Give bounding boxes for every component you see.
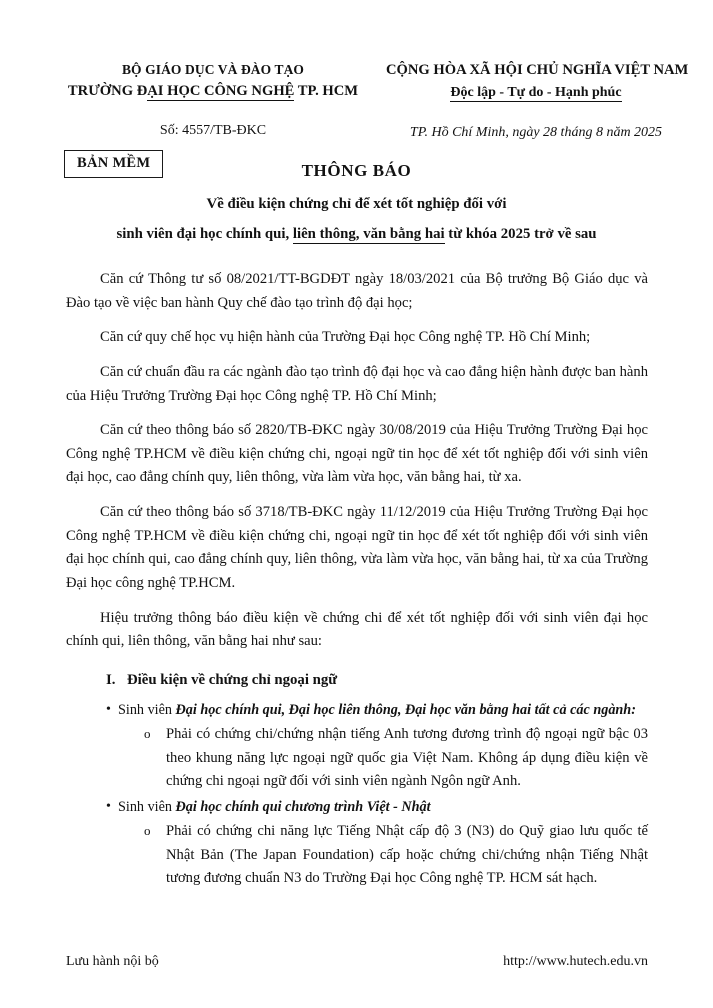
national-motto [386,83,686,103]
paragraph-announcement: Hiệu trưởng thông báo điều kiện về chứng chi để xét tốt nghiệp đối với sinh viên đại học chính qui, liên thông, văn bằng hai như sau: [66,609,648,650]
footer-circulation-note: Lưu hành nội bộ [66,954,159,969]
bullet-emphasis-text: Đại học chính qui, Đại học liên thông, Đại học văn bằng hai tất cả các ngành: [175,701,636,718]
national-title: CỘNG HÒA XÃ HỘI CHỦ NGHĨA VIỆT NAM [386,62,689,78]
paragraph-legal-basis-4: Căn cứ theo thông báo số 2820/TB-ĐKC ngày 30/08/2019 của Hiệu Trưởng Trường Đại học Công nghệ TP.HCM về điều kiện chứng chi, ngoại ngữ tin học để xét tốt nghiệp đối với sinh viên đại học, cao đẳng chính quy, liên thông, vừa làm vừa học, văn bằng hai, từ xa. [66,422,648,486]
university-name [48,81,378,102]
bullet-group-1 [66,700,648,794]
national-motto-text: Độc lập - Tự do - Hạnh phúc [450,85,622,101]
header-right-column [386,60,689,141]
section-number: I. [106,671,116,688]
ministry-name: BỘ GIÁO DỤC VÀ ĐÀO TẠO [121,62,305,77]
section-title: Điều kiện về chứng chỉ ngoại ngữ [127,671,338,688]
document-body [66,268,648,894]
document-footer [66,954,648,970]
subtitle-suffix: từ khóa 2025 trở về sau [444,226,597,243]
university-name-prefix: TRƯỜNG Đ [67,82,148,99]
bullet-lead-text: Sinh viên [118,701,176,718]
place-and-date: TP. Hồ Chí Minh, ngày 28 tháng 8 năm 2025 [409,125,663,141]
list-item [66,797,648,818]
subtitle-underlined: liên thông, văn bằng hai [292,226,445,243]
paragraph-legal-basis-2: Căn cứ quy chế học vụ hiện hành của Trường Đại học Công nghệ TP. Hồ Chí Minh; [100,329,591,346]
paragraph-legal-basis-5: Căn cứ theo thông báo số 3718/TB-ĐKC ngày 11/12/2019 của Hiệu Trưởng Trường Đại học Công nghệ TP.HCM về điều kiện chứng chi, ngoại ngữ tin học để xét tốt nghiệp đối với sinh viên đại học chính qui, cao đẳng chính quy, liên thông, vừa làm vừa học, văn bằng hai, từ xa của Trường Đại học công nghệ TP.HCM. [66,504,648,592]
paragraph-legal-basis-1: Căn cứ Thông tư số 08/2021/TT-BGDĐT ngày 18/03/2021 của Bộ trưởng Bộ Giáo dục và Đào tạo về việc ban hành Quy chế đào tạo trình độ đại học; [66,271,648,311]
bullet-lead-text: Sinh viên [118,798,176,815]
list-item [66,700,648,721]
list-item: o Phải có chứng chi năng lực Tiếng Nhật cấp độ 3 (N3) do Quỹ giao lưu quốc tế Nhật Bản (The Japan Foundation) cấp hoặc chứng chi/chứng nhận Tiếng Nhật tương đương chuẩn N3 do Trường Đại học Công nghệ TP. HCM sát hạch. [66,820,648,891]
paragraph-legal-basis-3: Căn cứ chuẩn đầu ra các ngành đào tạo trình độ đại học và cao đẳng hiện hành được ban hành của Hiệu Trưởng Trường Đại học Công nghệ TP. Hồ Chí Minh; [66,363,648,404]
document-subtitle-line-1: Về điều kiện chứng chỉ để xét tốt nghiệp đối với [206,196,507,213]
university-name-underlined: ẠI HỌC CÔNG NGHỆ [147,82,295,99]
bullet-emphasis-text: Đại học chính qui chương trình Việt - Nhật [175,798,431,815]
section-heading-1 [66,670,648,691]
university-name-suffix: TP. HCM [294,82,359,99]
subtitle-prefix: sinh viên đại học chính qui, [116,226,293,243]
document-header [0,60,713,141]
header-left-column [48,60,378,139]
title-block [0,160,713,245]
document-number: Số: 4557/TB-ĐKC [159,122,267,138]
document-subtitle-line-2 [0,225,713,244]
document-title: THÔNG BÁO [301,161,412,180]
footer-website-url: http://www.hutech.edu.vn [503,954,648,969]
bullet-group-2 [66,797,648,891]
soft-copy-stamp: BẢN MỀM [64,150,163,178]
list-item: o Phải có chứng chi/chứng nhận tiếng Anh tương đương trình độ ngoại ngữ bậc 03 theo khung năng lực ngoại ngữ quốc gia Việt Nam. Không áp dụng điều kiện về chứng chi ngoại ngữ đối với sinh viên ngành Ngôn ngữ Anh. [66,723,648,794]
